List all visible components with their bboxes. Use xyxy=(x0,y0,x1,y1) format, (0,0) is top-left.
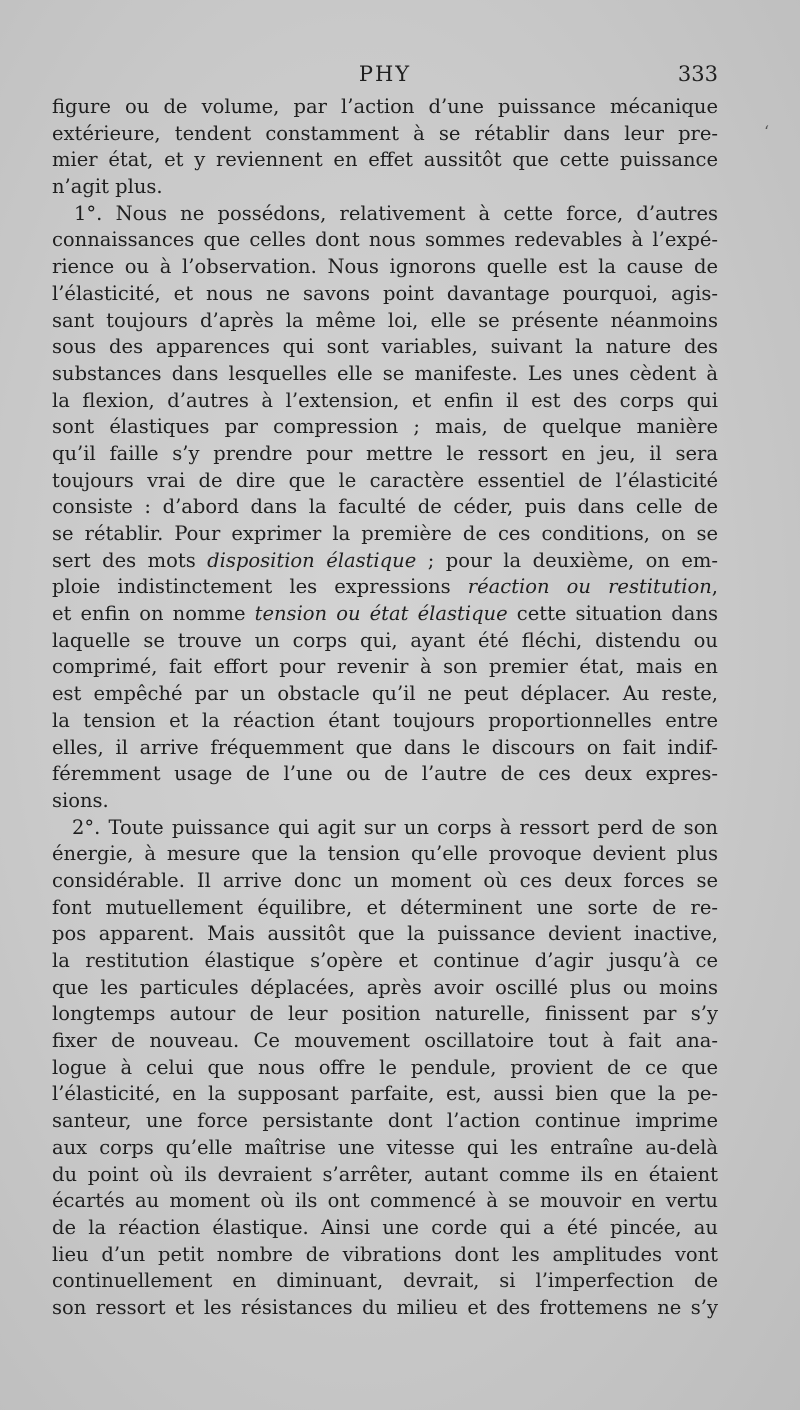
margin-mark: ‘ xyxy=(764,122,770,141)
text-run: la restitution élastique s’opère et continue d’agir jusqu’à ce xyxy=(52,949,718,972)
text-run: pos apparent. Mais aussitôt que la puissance devient inactive, xyxy=(52,922,718,946)
text-run: écartés au moment où ils ont commencé à se mouvoir en vertu xyxy=(52,1189,718,1213)
text-run: comprimé, fait effort pour revenir à son premier état, mais en xyxy=(52,655,718,679)
text-line xyxy=(52,1268,718,1295)
text-run: ploie indistinctement les expressions xyxy=(52,575,468,599)
text-line xyxy=(52,388,718,415)
text-line xyxy=(52,868,718,895)
italic-term: tension ou état élastique xyxy=(254,602,508,626)
text-run: son ressort et les résistances du milieu et des frottemens ne s’y xyxy=(52,1295,718,1319)
text-line xyxy=(52,948,718,975)
page-number: 333 xyxy=(677,62,718,86)
text-line xyxy=(52,334,718,361)
text-run: laquelle se trouve un corps qui, ayant été fléchi, distendu ou xyxy=(52,628,718,652)
text-run: l’élasticité, en la supposant parfaite, est, aussi bien que la pe- xyxy=(52,1082,718,1106)
text-run: cette situation dans xyxy=(507,602,718,626)
text-line xyxy=(52,654,718,681)
text-run: mier état, et y reviennent en effet aussitôt que cette puissance xyxy=(52,148,718,172)
text-run: lieu d’un petit nombre de vibrations dont les amplitudes vont xyxy=(52,1242,718,1266)
text-run: connaissances que celles dont nous sommes redevables à l’expé- xyxy=(52,228,718,252)
text-run: est empêché par un obstacle qu’il ne peut déplacer. Au reste, xyxy=(52,682,718,706)
text-line xyxy=(52,468,718,495)
text-run: santeur, une force persistante dont l’action continue imprime xyxy=(52,1109,718,1133)
text-run: extérieure, tendent constamment à se rétablir dans leur pre- xyxy=(52,121,718,145)
text-run: toujours vrai de dire que le caractère essentiel de l’élasticité xyxy=(52,468,718,492)
text-line xyxy=(52,761,718,788)
text-line xyxy=(52,1242,718,1269)
text-run: 2°. Toute puissance qui agit sur un corps à ressort perd de son xyxy=(72,815,718,839)
text-line xyxy=(52,1028,718,1055)
text-run: la tension et la réaction étant toujours proportionnelles entre xyxy=(52,708,718,732)
text-line xyxy=(52,735,718,762)
text-line xyxy=(52,174,718,201)
text-line xyxy=(52,788,718,815)
text-line xyxy=(52,281,718,308)
text-line xyxy=(52,574,718,601)
text-run: qu’il faille s’y prendre pour mettre le ressort en jeu, il sera xyxy=(52,441,718,465)
text-run: longtemps autour de leur position naturelle, finissent par s’y xyxy=(52,1002,718,1026)
text-run: sous des apparences qui sont variables, suivant la nature des xyxy=(52,335,718,359)
text-line xyxy=(52,1001,718,1028)
text-line xyxy=(52,895,718,922)
text-run: sert des mots xyxy=(52,548,208,572)
text-run: continuellement en diminuant, devrait, si l’imperfection de xyxy=(52,1269,718,1293)
text-line xyxy=(52,1188,718,1215)
text-line xyxy=(52,1135,718,1162)
text-run: rience ou à l’observation. Nous ignorons quelle est la cause de xyxy=(52,255,718,279)
text-line xyxy=(52,121,718,148)
text-run: 1°. Nous ne possédons, relativement à cette force, d’autres xyxy=(74,201,718,225)
text-run: l’élasticité, et nous ne savons point davantage pourquoi, agis- xyxy=(52,281,718,305)
text-line xyxy=(52,548,718,575)
text-line xyxy=(52,815,718,842)
text-run: , xyxy=(711,575,718,599)
text-line xyxy=(52,601,718,628)
text-run: font mutuellement équilibre, et déterminent une sorte de re- xyxy=(52,895,718,919)
text-line xyxy=(52,841,718,868)
text-line xyxy=(52,921,718,948)
text-run: logue à celui que nous offre le pendule, provient de ce que xyxy=(52,1055,718,1079)
text-line xyxy=(52,201,718,228)
text-run: consiste : d’abord dans la faculté de céder, puis dans celle de xyxy=(52,495,718,519)
text-run: aux corps qu’elle maîtrise une vitesse qui les entraîne au-delà xyxy=(52,1135,718,1159)
text-run: la flexion, d’autres à l’extension, et enfin il est des corps qui xyxy=(52,388,718,412)
text-line xyxy=(52,1295,718,1322)
text-line xyxy=(52,1215,718,1242)
text-line xyxy=(52,441,718,468)
text-line xyxy=(52,254,718,281)
text-run: énergie, à mesure que la tension qu’elle provoque devient plus xyxy=(52,842,718,866)
text-line xyxy=(52,94,718,121)
text-run: ; pour la deuxième, on em- xyxy=(416,548,718,572)
text-run: figure ou de volume, par l’action d’une puissance mécanique xyxy=(52,95,718,118)
italic-term: réaction ou restitution xyxy=(467,575,712,599)
text-line xyxy=(52,708,718,735)
text-run: substances dans lesquelles elle se manifeste. Les unes cèdent à xyxy=(52,361,718,385)
text-run: du point où ils devraient s’arrêter, autant comme ils en étaient xyxy=(52,1162,718,1186)
body-text xyxy=(52,94,718,1322)
text-run: elles, il arrive fréquemment que dans le discours on fait indif- xyxy=(52,735,718,759)
page-header xyxy=(52,62,718,92)
text-run: que les particules déplacées, après avoir oscillé plus ou moins xyxy=(52,975,718,999)
text-line xyxy=(52,975,718,1002)
text-line xyxy=(52,521,718,548)
text-run: sions. xyxy=(52,788,109,812)
text-run: et enfin on nomme xyxy=(52,602,255,626)
text-run: féremment usage de l’une ou de l’autre de ces deux expres- xyxy=(52,762,718,786)
text-run: considérable. Il arrive donc un moment où ces deux forces se xyxy=(52,868,718,892)
text-run: sont élastiques par compression ; mais, de quelque manière xyxy=(52,415,718,439)
text-line xyxy=(52,1162,718,1189)
text-line xyxy=(52,414,718,441)
text-run: fixer de nouveau. Ce mouvement oscillatoire tout à fait ana- xyxy=(52,1029,718,1053)
running-head: PHY xyxy=(358,62,412,86)
text-run: de la réaction élastique. Ainsi une corde qui a été pincée, au xyxy=(52,1215,718,1239)
text-line xyxy=(52,227,718,254)
text-line xyxy=(52,361,718,388)
text-line xyxy=(52,628,718,655)
text-line xyxy=(52,1081,718,1108)
text-line xyxy=(52,308,718,335)
text-run: sant toujours d’après la même loi, elle se présente néanmoins xyxy=(52,308,718,332)
text-line xyxy=(52,1055,718,1082)
text-line xyxy=(52,1108,718,1135)
text-line xyxy=(52,681,718,708)
text-run: se rétablir. Pour exprimer la première de ces conditions, on se xyxy=(52,522,718,545)
text-line xyxy=(52,147,718,174)
text-line xyxy=(52,494,718,521)
italic-term: disposition élastique xyxy=(207,548,417,572)
text-run: n’agit plus. xyxy=(52,175,163,199)
